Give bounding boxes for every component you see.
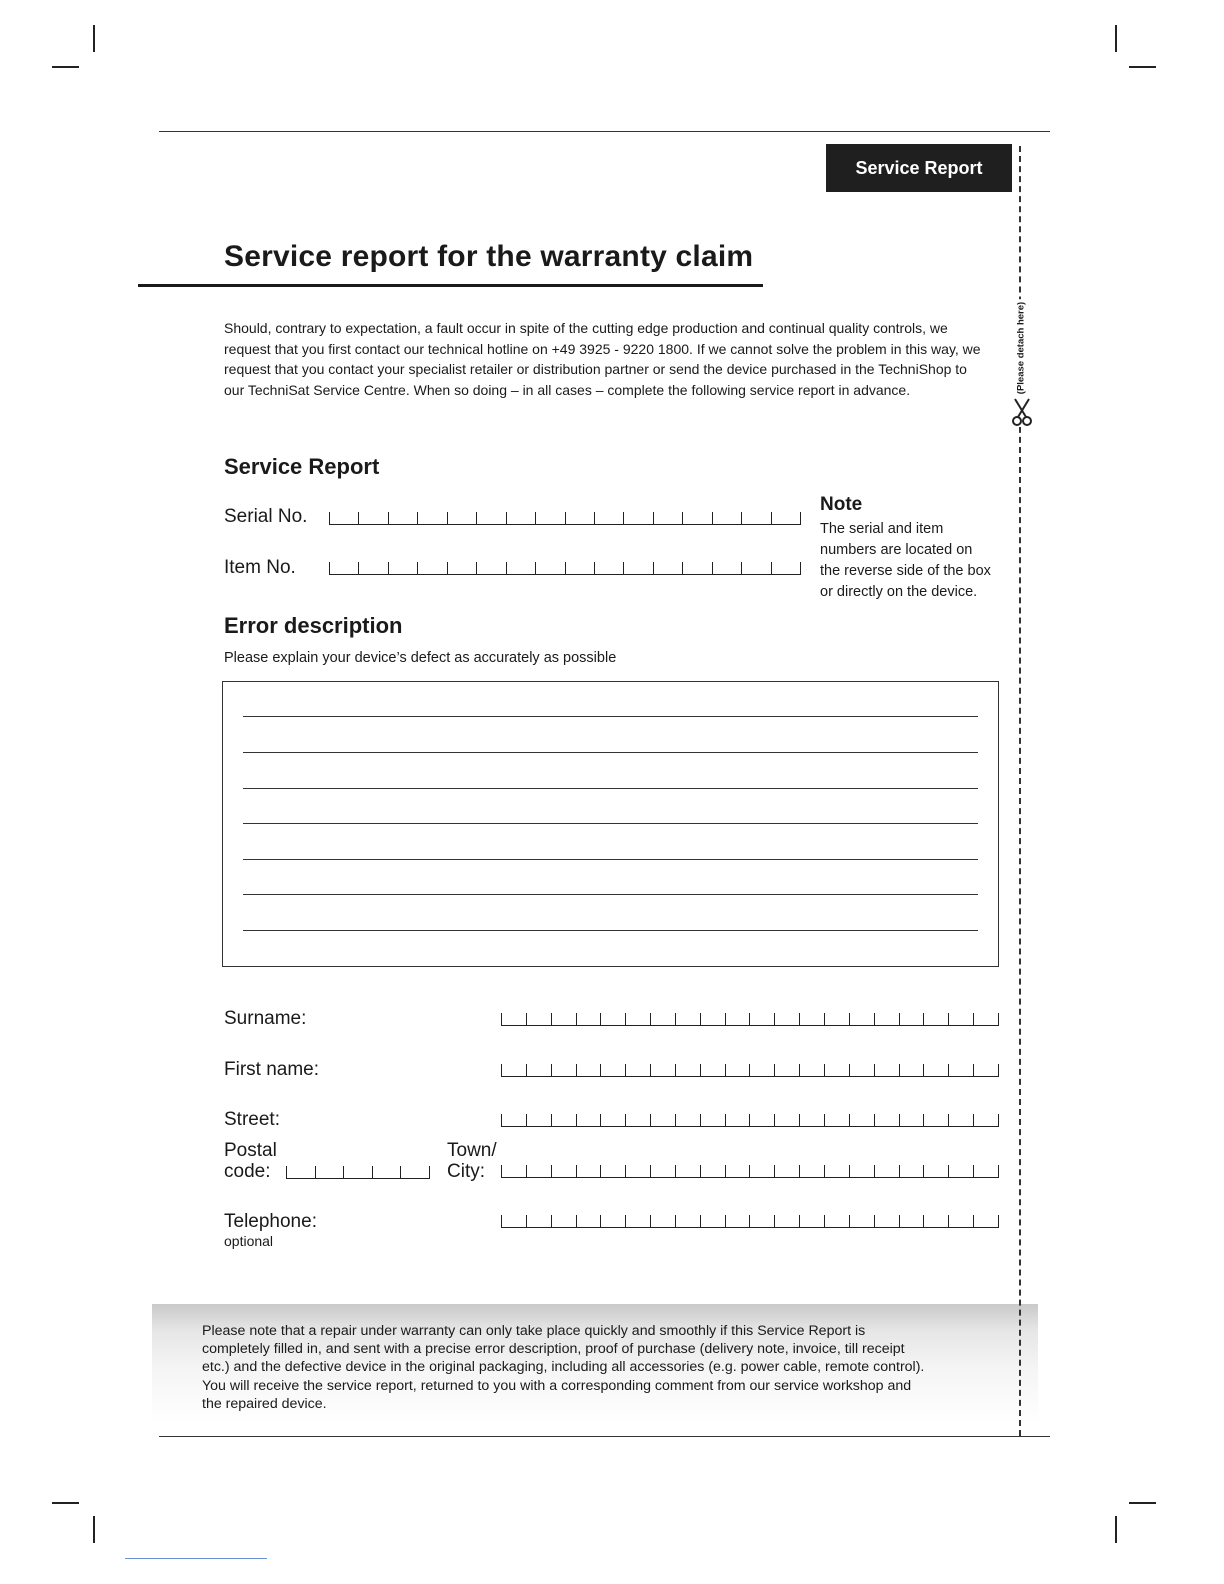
intro-line: Should, contrary to expectation, a fault occur in spite of the cutting edge production and continual quality controls, we bbox=[224, 320, 948, 336]
footer-line: the repaired device. bbox=[202, 1395, 327, 1412]
intro-line: our TechniSat Service Centre. When so doing – in all cases – complete the following service report in advance. bbox=[224, 382, 911, 399]
postal-code-field[interactable] bbox=[286, 1166, 430, 1179]
note-line: numbers are located on bbox=[820, 542, 973, 558]
note-title: Note bbox=[820, 494, 863, 515]
intro-paragraph bbox=[224, 318, 1006, 401]
page-title: Service report for the warranty claim bbox=[224, 240, 754, 273]
note-text bbox=[820, 519, 1005, 603]
writing-line bbox=[243, 894, 978, 895]
surname-field[interactable] bbox=[501, 1013, 999, 1026]
postal-code-label: Postal bbox=[224, 1140, 277, 1161]
service-report-heading: Service Report bbox=[224, 454, 380, 479]
error-description-subtitle: Please explain your device’s defect as accurately as possible bbox=[224, 650, 617, 666]
town-city-field[interactable] bbox=[501, 1165, 999, 1178]
telephone-field[interactable] bbox=[501, 1215, 999, 1228]
telephone-label: Telephone: bbox=[224, 1211, 317, 1232]
footer-line: completely filled in, and sent with a precise error description, proof of purchase (delivery note, invoice, till receipt bbox=[202, 1341, 905, 1358]
service-report-tag: Service Report bbox=[826, 144, 1012, 192]
item-no-field[interactable] bbox=[329, 562, 801, 575]
postal-code-label-2: code: bbox=[224, 1161, 271, 1182]
footer-line: etc.) and the defective device in the original packaging, including all accessories (e.g. power cable, remote control). bbox=[202, 1359, 925, 1376]
street-field[interactable] bbox=[501, 1114, 999, 1127]
crop-mark bbox=[52, 1502, 79, 1504]
footer-line: You will receive the service report, returned to you with a corresponding comment from our service workshop and bbox=[202, 1377, 912, 1394]
detach-label: (Please detach here) bbox=[1016, 299, 1027, 397]
town-city-label-2: City: bbox=[447, 1161, 485, 1182]
first-name-field[interactable] bbox=[501, 1064, 999, 1077]
writing-line bbox=[243, 823, 978, 824]
street-label: Street: bbox=[224, 1109, 280, 1130]
item-no-label: Item No. bbox=[224, 557, 296, 578]
surname-label: Surname: bbox=[224, 1008, 307, 1029]
crop-mark bbox=[1115, 1516, 1117, 1543]
crop-mark bbox=[93, 1516, 95, 1543]
note-line: or directly on the device. bbox=[820, 584, 978, 600]
serial-no-field[interactable] bbox=[329, 512, 801, 525]
crop-mark bbox=[1129, 1502, 1156, 1504]
blue-underline bbox=[125, 1558, 267, 1559]
crop-mark bbox=[1115, 25, 1117, 52]
note-line: The serial and item bbox=[820, 521, 944, 537]
town-city-label: Town/ bbox=[447, 1140, 497, 1161]
writing-line bbox=[243, 752, 978, 753]
intro-line: request that you contact your specialist retailer or distribution partner or send the device purchased in the TechniShop to bbox=[224, 361, 967, 378]
writing-line bbox=[243, 930, 978, 931]
writing-line bbox=[243, 788, 978, 789]
bottom-rule bbox=[159, 1436, 1050, 1437]
footer-notice bbox=[202, 1322, 1002, 1413]
top-rule bbox=[159, 131, 1050, 132]
writing-line bbox=[243, 859, 978, 860]
writing-line bbox=[243, 716, 978, 717]
error-description-textarea[interactable] bbox=[222, 681, 999, 967]
crop-mark bbox=[1129, 66, 1156, 68]
crop-mark bbox=[52, 66, 79, 68]
telephone-optional-label: optional bbox=[224, 1233, 274, 1249]
scissors-icon bbox=[1010, 397, 1034, 427]
error-description-heading: Error description bbox=[224, 613, 403, 638]
note-line: the reverse side of the box bbox=[820, 563, 991, 579]
footer-line: Please note that a repair under warranty can only take place quickly and smoothly if this Service Report is bbox=[202, 1323, 866, 1339]
crop-mark bbox=[93, 25, 95, 52]
title-underline bbox=[138, 284, 763, 287]
first-name-label: First name: bbox=[224, 1059, 320, 1080]
serial-no-label: Serial No. bbox=[224, 506, 308, 527]
intro-line: request that you first contact our technical hotline on +49 3925 - 9220 1800. If we cannot solve the problem in this way, we bbox=[224, 340, 981, 357]
